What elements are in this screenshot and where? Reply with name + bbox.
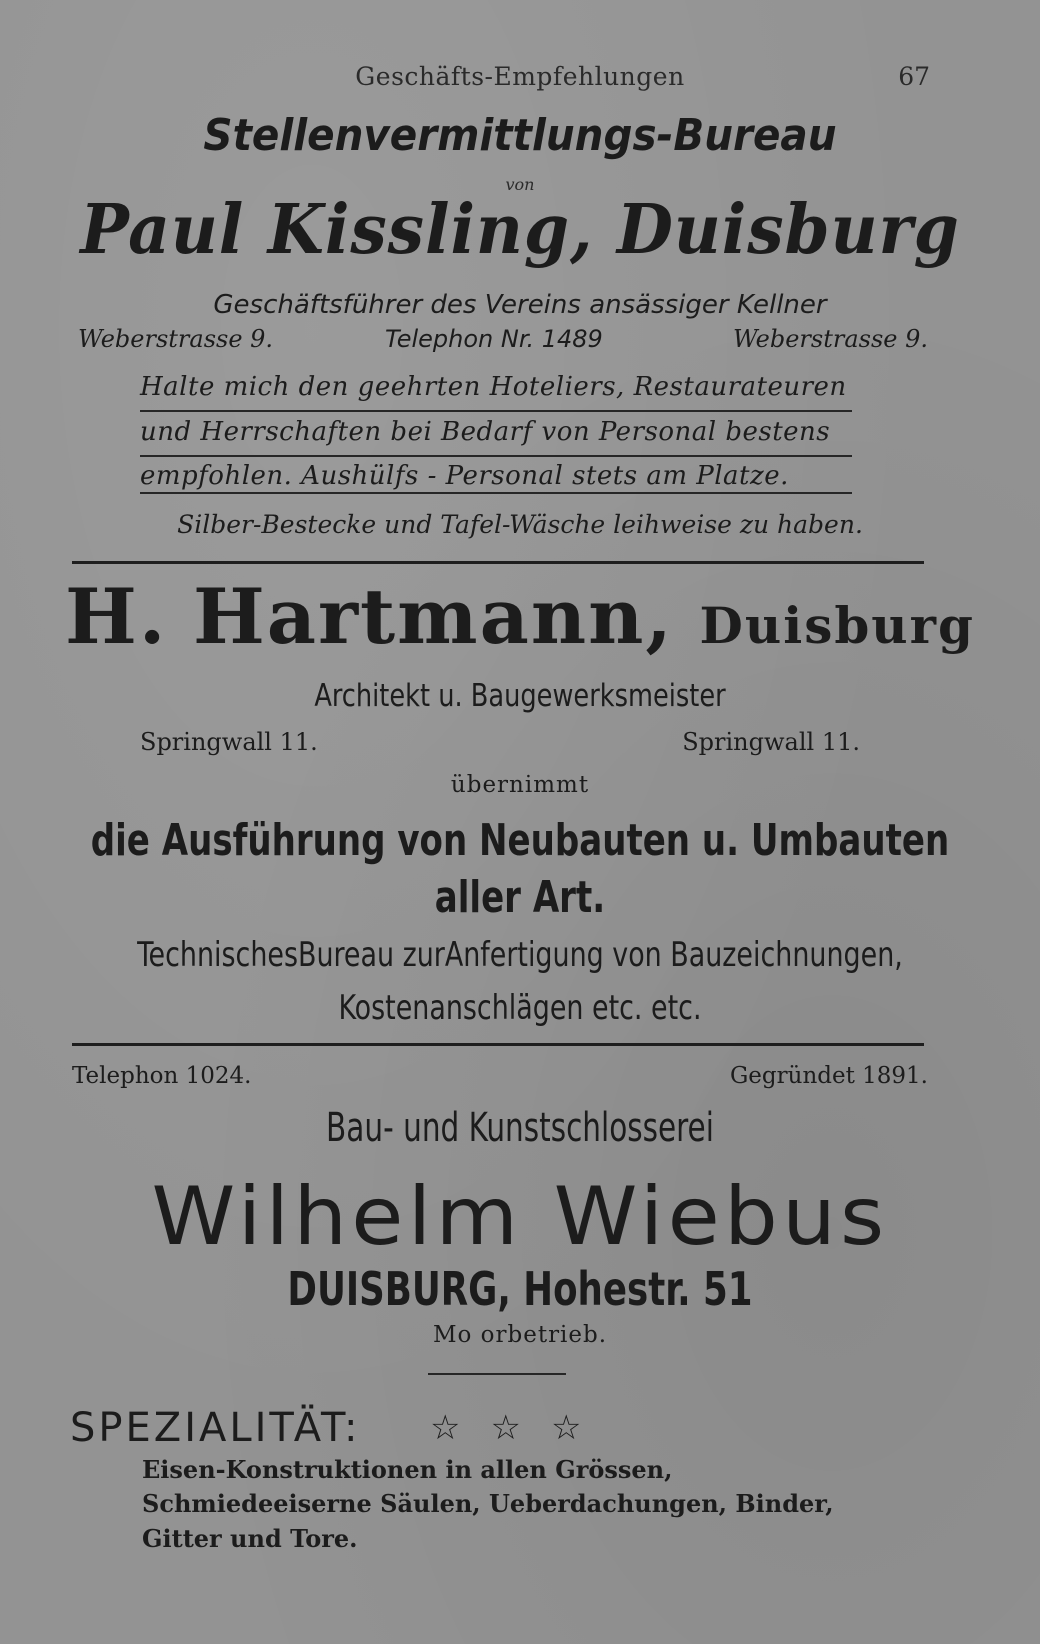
ad2-profession: Architekt u. Baugewerksmeister [314, 678, 726, 714]
ad2-uebernimmt: übernimmt [450, 772, 590, 798]
ad2-bureau-line-1: TechnischesBureau zurAnfertigung von Bauzeichnungen, [137, 935, 903, 975]
ad1-text-line: Halte mich den geehrten Hoteliers, Restaurateuren [140, 372, 847, 402]
ad3-name: Wilhelm Wiebus [151, 1170, 889, 1263]
ad1-rule [140, 410, 852, 412]
ad1-von: von [505, 175, 535, 194]
ad3-specialty: SPEZIALITÄT: [70, 1405, 361, 1451]
ad1-address-left: Weberstrasse 9. [78, 325, 274, 353]
page-number: 67 [898, 62, 930, 91]
ad2-headline-1: die Ausführung von Neubauten u. Umbauten [90, 815, 950, 866]
section-divider [72, 1043, 924, 1046]
ad1-address-right: Weberstrasse 9. [732, 325, 928, 353]
ad1-rule [140, 492, 852, 494]
ad2-address-left: Springwall 11. [140, 728, 318, 756]
ad1-footer: Silber-Bestecke und Tafel-Wäsche leihweise zu haben. [177, 510, 863, 539]
ad1-title: Stellenvermittlungs-Bureau [203, 110, 837, 161]
ad1-text-line: empfohlen. Aushülfs - Personal stets am Platze. [140, 461, 789, 491]
ad1-rule [140, 455, 852, 457]
ad1-subtitle: Geschäftsführer des Vereins ansässiger Kellner [213, 290, 827, 320]
ad3-city: DUISBURG, Hohestr. 51 [287, 1262, 753, 1316]
section-divider [72, 561, 924, 564]
ad3-founded: Gegründet 1891. [729, 1063, 928, 1089]
star-icons: ☆☆☆ [430, 1408, 612, 1448]
ad3-line: Eisen-Konstruktionen in allen Grössen, [142, 1455, 673, 1484]
ad1-name: Paul Kissling, Duisburg [80, 190, 960, 270]
ad2-initial: H. [65, 572, 168, 661]
ad3-kind: Bau- und Kunstschlosserei [326, 1105, 714, 1151]
ad3-telephone: Telephon 1024. [72, 1063, 252, 1089]
ad2-headline-2: aller Art. [434, 872, 606, 923]
ad2-city: Duisburg [699, 596, 975, 655]
ad3-line: Gitter und Tore. [142, 1524, 358, 1553]
ad3-short-rule [428, 1373, 566, 1375]
ad1-telephone: Telephon Nr. 1489 [385, 325, 603, 353]
ad2-name: Hartmann, [192, 572, 674, 661]
ad2-address-right: Springwall 11. [682, 728, 860, 756]
ad3-line: Schmiedeeiserne Säulen, Ueberdachungen, Binder, [142, 1489, 834, 1518]
ad2-title [0, 572, 1040, 661]
ad2-bureau-line-2: Kostenanschlägen etc. etc. [338, 988, 702, 1028]
ad3-motor: Mo orbetrieb. [432, 1322, 608, 1348]
ad1-text-line: und Herrschaften bei Bedarf von Personal bestens [140, 417, 831, 447]
running-head: Geschäfts-Empfehlungen [355, 62, 685, 91]
